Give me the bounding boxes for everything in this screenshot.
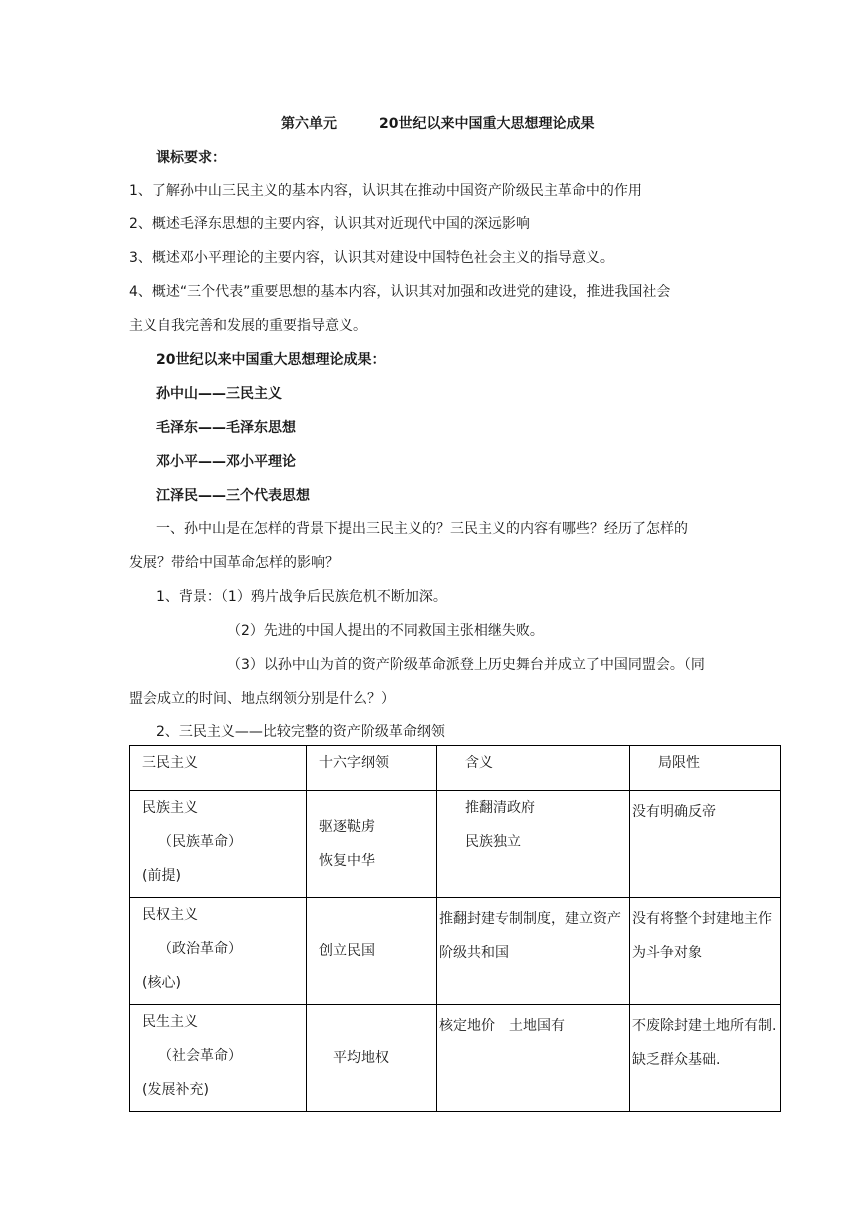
- table-header-row: [130, 746, 781, 791]
- meaning-line: 民族独立: [465, 834, 521, 850]
- principle-name: 民生主义: [142, 1014, 198, 1030]
- principle-type: （政治革命）: [158, 941, 242, 957]
- achievements-heading: 20世纪以来中国重大思想理论成果：: [156, 352, 386, 368]
- question-line: 一、孙中山是在怎样的背景下提出三民主义的？三民主义的内容有哪些？经历了怎样的: [156, 521, 688, 537]
- question-line: 发展？带给中国革命怎样的影响？: [129, 555, 339, 571]
- program-cell: [307, 791, 437, 898]
- requirement-item: 2、概述毛泽东思想的主要内容，认识其对近现代中国的深远影响: [129, 216, 530, 232]
- program-line: 平均地权: [333, 1050, 389, 1066]
- program-line: 驱逐鞑虏: [319, 819, 375, 835]
- meaning-cell: [437, 791, 630, 898]
- table-caption: 2、三民主义——比较完整的资产阶级革命纲领: [156, 724, 445, 740]
- program-cell: [307, 1005, 437, 1112]
- title-unit: 第六单元: [281, 116, 337, 132]
- limit-cell: 没有将整个封建地主作为斗争对象: [630, 898, 781, 1005]
- principle-role: (前提): [142, 868, 181, 884]
- title-text: 20世纪以来中国重大思想理论成果: [379, 116, 595, 132]
- program-line: 恢复中华: [319, 853, 375, 869]
- background-line: 1、背景：（1）鸦片战争后民族危机不断加深。: [156, 589, 447, 605]
- requirements-heading: 课标要求：: [156, 150, 226, 166]
- header-cell: 三民主义: [130, 746, 307, 791]
- meaning-cell: 推翻封建专制制度，建立资产阶级共和国: [437, 898, 630, 1005]
- program-cell: [307, 898, 437, 1005]
- table-row: [130, 1005, 781, 1112]
- requirement-item: 4、概述“三个代表”重要思想的基本内容，认识其对加强和改进党的建设，推进我国社会: [129, 284, 671, 300]
- achievement-item: 邓小平——邓小平理论: [156, 454, 296, 470]
- achievement-item: 孙中山——三民主义: [156, 386, 282, 402]
- principle-name: 民权主义: [142, 907, 198, 923]
- principle-type: （社会革命）: [158, 1048, 242, 1064]
- background-line: （2）先进的中国人提出的不同救国主张相继失败。: [227, 623, 544, 639]
- principle-type: （民族革命）: [158, 834, 242, 850]
- table-row: [130, 791, 781, 898]
- page-title: [281, 114, 594, 134]
- three-principles-table: [129, 745, 781, 1112]
- program-line: 创立民国: [319, 943, 375, 959]
- header-cell: 局限性: [630, 746, 781, 791]
- limit-cell: 不废除封建土地所有制.缺乏群众基础.: [630, 1005, 781, 1112]
- meaning-line: 推翻清政府: [465, 800, 535, 816]
- limit-cell: 没有明确反帝: [630, 791, 781, 898]
- background-line: 盟会成立的时间、地点纲领分别是什么？）: [129, 691, 395, 707]
- table-row: [130, 898, 781, 1005]
- achievement-item: 江泽民——三个代表思想: [156, 488, 310, 504]
- principle-cell: [130, 1005, 307, 1112]
- requirement-item: 3、概述邓小平理论的主要内容，认识其对建设中国特色社会主义的指导意义。: [129, 250, 614, 266]
- principle-cell: [130, 791, 307, 898]
- achievement-item: 毛泽东——毛泽东思想: [156, 420, 296, 436]
- requirement-item-cont: 主义自我完善和发展的重要指导意义。: [129, 318, 367, 334]
- requirement-item: 1、了解孙中山三民主义的基本内容，认识其在推动中国资产阶级民主革命中的作用: [129, 183, 642, 199]
- principle-role: (核心): [142, 975, 181, 991]
- principle-name: 民族主义: [142, 800, 198, 816]
- meaning-cell: 核定地价 土地国有: [437, 1005, 630, 1112]
- header-cell: 十六字纲领: [307, 746, 437, 791]
- header-cell: 含义: [437, 746, 630, 791]
- principle-role: (发展补充): [142, 1082, 209, 1098]
- principle-cell: [130, 898, 307, 1005]
- background-line: （3）以孙中山为首的资产阶级革命派登上历史舞台并成立了中国同盟会。（同: [227, 657, 705, 673]
